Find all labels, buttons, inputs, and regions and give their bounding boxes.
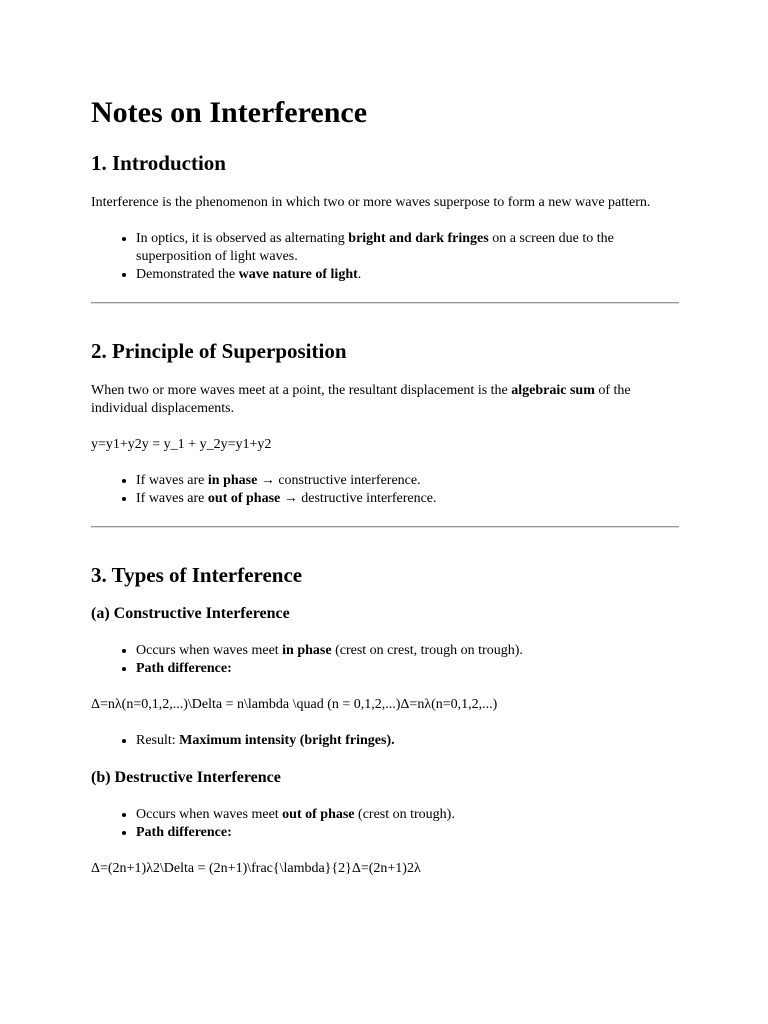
section-divider xyxy=(91,526,679,528)
list-item: • If waves are out of phase → destructive interference. xyxy=(136,490,679,508)
list-item: • Path difference: xyxy=(136,660,679,678)
section-heading-superposition: 2. Principle of Superposition xyxy=(91,339,347,363)
destructive-list xyxy=(91,806,679,842)
introduction-list xyxy=(91,230,679,284)
section-divider xyxy=(91,302,679,304)
superposition-list xyxy=(91,472,679,508)
list-item: • Demonstrated the wave nature of light. xyxy=(136,266,679,284)
subsection-heading-constructive: (a) Constructive Interference xyxy=(91,605,290,622)
constructive-list xyxy=(91,642,679,678)
subsection-heading-destructive: (b) Destructive Interference xyxy=(91,769,281,786)
destructive-formula: Δ=(2n+1)λ2\Delta = (2n+1)\frac{\lambda}{2}Δ=(2n+1)2λ xyxy=(91,861,421,876)
list-item: • In optics, it is observed as alternating bright and dark fringes on a screen due to the superposition of light waves. xyxy=(136,230,679,266)
section-heading-introduction: 1. Introduction xyxy=(91,151,226,175)
introduction-paragraph: Interference is the phenomenon in which two or more waves superpose to form a new wave pattern. xyxy=(91,195,651,210)
document-page xyxy=(91,96,679,878)
superposition-paragraph: When two or more waves meet at a point, the resultant displacement is the algebraic sum of the individual displacements. xyxy=(91,383,631,416)
superposition-formula: y=y1+y2y = y_1 + y_2y=y1+y2 xyxy=(91,437,272,452)
list-item: • Path difference: xyxy=(136,824,679,842)
section-heading-types: 3. Types of Interference xyxy=(91,563,303,587)
constructive-formula: Δ=nλ(n=0,1,2,...)\Delta = n\lambda \quad (n = 0,1,2,...)Δ=nλ(n=0,1,2,...) xyxy=(91,697,498,712)
list-item: • Occurs when waves meet out of phase (crest on trough). xyxy=(136,806,679,824)
constructive-result-list xyxy=(91,732,679,750)
list-item: • If waves are in phase → constructive interference. xyxy=(136,472,679,490)
list-item: • Occurs when waves meet in phase (crest on crest, trough on trough). xyxy=(136,642,679,660)
list-item: • Result: Maximum intensity (bright fringes). xyxy=(136,732,679,750)
document-title: Notes on Interference xyxy=(91,96,368,129)
